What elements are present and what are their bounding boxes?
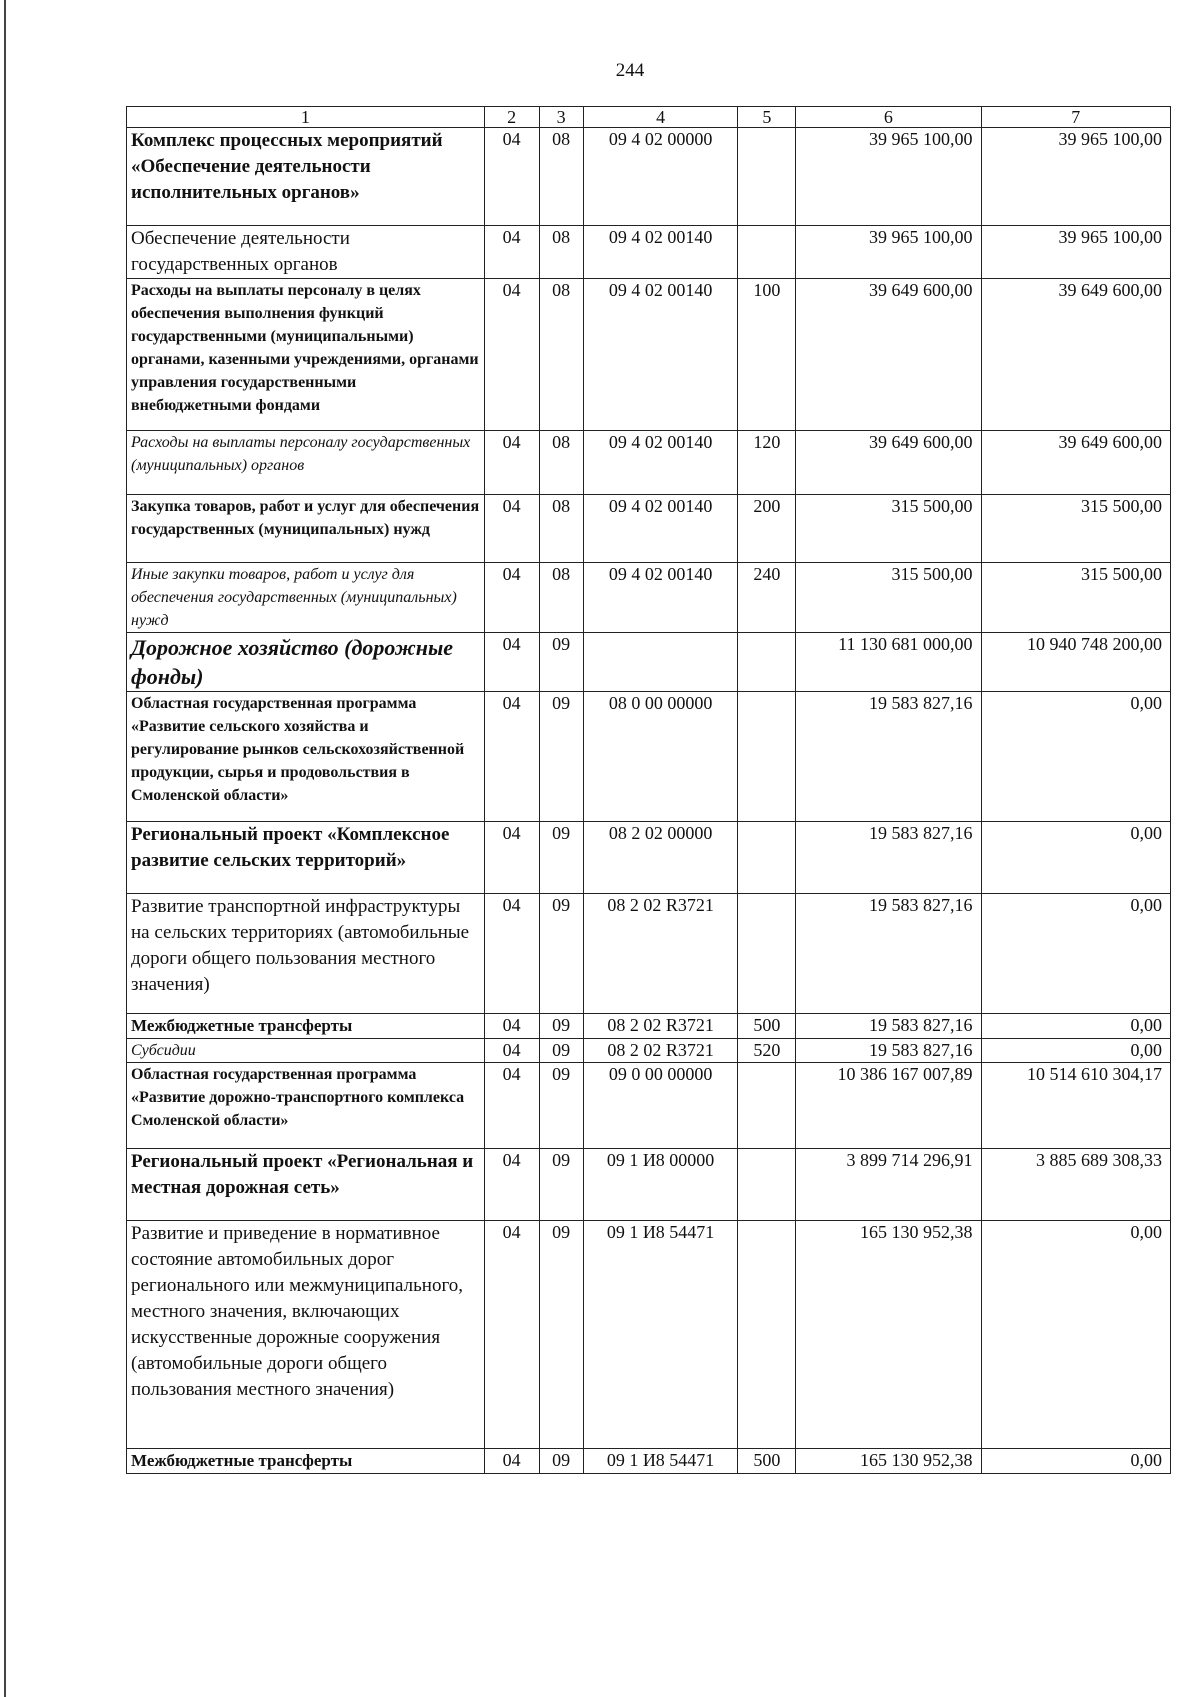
table-row — [127, 1039, 1171, 1063]
target-article-cell: 09 4 02 00140 — [583, 563, 738, 633]
page-number: 244 — [615, 60, 645, 81]
target-article-cell: 09 1 И8 54471 — [583, 1221, 738, 1449]
header-row — [127, 107, 1171, 128]
amount-year2-cell: 315 500,00 — [981, 563, 1170, 633]
amount-year2-cell: 0,00 — [981, 1039, 1170, 1063]
target-article-cell — [583, 633, 738, 692]
expense-type-cell — [738, 633, 796, 692]
section-code-cell: 04 — [484, 1039, 539, 1063]
subsection-code-cell: 09 — [539, 1221, 583, 1449]
row-name-cell: Дорожное хозяйство (дорожные фонды) — [127, 633, 485, 692]
table-row — [127, 1149, 1171, 1221]
amount-year2-cell: 39 965 100,00 — [981, 226, 1170, 279]
expense-type-cell: 120 — [738, 431, 796, 495]
expense-type-cell — [738, 894, 796, 1014]
expense-type-cell — [738, 1221, 796, 1449]
table-row — [127, 1449, 1171, 1474]
amount-year2-cell: 10 514 610 304,17 — [981, 1063, 1170, 1149]
target-article-cell: 08 2 02 R3721 — [583, 1039, 738, 1063]
subsection-code-cell: 08 — [539, 563, 583, 633]
amount-year1-cell: 19 583 827,16 — [796, 822, 981, 894]
amount-year2-cell: 315 500,00 — [981, 495, 1170, 563]
subsection-code-cell: 09 — [539, 822, 583, 894]
table-row — [127, 128, 1171, 226]
row-name-cell: Расходы на выплаты персоналу в целях обеспечения выполнения функций государственными (муниципальными) органами, казенными учреждениями, органами управления государственными внебюджетными фондами — [127, 279, 485, 431]
row-name-cell: Комплекс процессных мероприятий «Обеспечение деятельности исполнительных органов» — [127, 128, 485, 226]
amount-year1-cell: 315 500,00 — [796, 563, 981, 633]
expense-type-cell: 500 — [738, 1014, 796, 1039]
target-article-cell: 09 4 02 00140 — [583, 279, 738, 431]
subsection-code-cell: 09 — [539, 1063, 583, 1149]
subsection-code-cell: 09 — [539, 1014, 583, 1039]
subsection-code-cell: 08 — [539, 128, 583, 226]
amount-year1-cell: 10 386 167 007,89 — [796, 1063, 981, 1149]
subsection-code-cell: 09 — [539, 692, 583, 822]
target-article-cell: 09 4 02 00140 — [583, 226, 738, 279]
target-article-cell: 09 4 02 00140 — [583, 495, 738, 563]
amount-year1-cell: 11 130 681 000,00 — [796, 633, 981, 692]
amount-year1-cell: 19 583 827,16 — [796, 1014, 981, 1039]
target-article-cell: 09 4 02 00140 — [583, 431, 738, 495]
target-article-cell: 09 0 00 00000 — [583, 1063, 738, 1149]
target-article-cell: 08 2 02 00000 — [583, 822, 738, 894]
row-name-cell: Областная государственная программа «Развитие дорожно-транспортного комплекса Смоленской области» — [127, 1063, 485, 1149]
section-code-cell: 04 — [484, 822, 539, 894]
target-article-cell: 08 2 02 R3721 — [583, 894, 738, 1014]
header-cell: 1 — [127, 107, 485, 128]
amount-year1-cell: 165 130 952,38 — [796, 1449, 981, 1474]
section-code-cell: 04 — [484, 1014, 539, 1039]
row-name-cell: Субсидии — [127, 1039, 485, 1063]
section-code-cell: 04 — [484, 894, 539, 1014]
subsection-code-cell: 08 — [539, 495, 583, 563]
amount-year2-cell: 39 649 600,00 — [981, 279, 1170, 431]
section-code-cell: 04 — [484, 128, 539, 226]
table-row — [127, 633, 1171, 692]
expense-type-cell — [738, 692, 796, 822]
table-row — [127, 822, 1171, 894]
expense-type-cell — [738, 1063, 796, 1149]
expense-type-cell: 200 — [738, 495, 796, 563]
expense-type-cell — [738, 1149, 796, 1221]
amount-year1-cell: 39 965 100,00 — [796, 226, 981, 279]
target-article-cell: 08 0 00 00000 — [583, 692, 738, 822]
table-row — [127, 495, 1171, 563]
header-cell: 6 — [796, 107, 981, 128]
section-code-cell: 04 — [484, 1063, 539, 1149]
table-row — [127, 1221, 1171, 1449]
table-row — [127, 563, 1171, 633]
amount-year2-cell: 0,00 — [981, 822, 1170, 894]
row-name-cell: Региональный проект «Региональная и местная дорожная сеть» — [127, 1149, 485, 1221]
amount-year2-cell: 10 940 748 200,00 — [981, 633, 1170, 692]
subsection-code-cell: 08 — [539, 279, 583, 431]
table-row — [127, 894, 1171, 1014]
section-code-cell: 04 — [484, 1221, 539, 1449]
amount-year1-cell: 39 649 600,00 — [796, 431, 981, 495]
amount-year2-cell: 3 885 689 308,33 — [981, 1149, 1170, 1221]
amount-year2-cell: 0,00 — [981, 894, 1170, 1014]
expense-type-cell: 500 — [738, 1449, 796, 1474]
target-article-cell: 09 1 И8 54471 — [583, 1449, 738, 1474]
target-article-cell: 09 4 02 00000 — [583, 128, 738, 226]
table-row — [127, 226, 1171, 279]
amount-year2-cell: 0,00 — [981, 692, 1170, 822]
table-row — [127, 692, 1171, 822]
expense-type-cell — [738, 822, 796, 894]
section-code-cell: 04 — [484, 279, 539, 431]
section-code-cell: 04 — [484, 692, 539, 822]
subsection-code-cell: 08 — [539, 226, 583, 279]
target-article-cell: 09 1 И8 00000 — [583, 1149, 738, 1221]
amount-year1-cell: 315 500,00 — [796, 495, 981, 563]
table-row — [127, 1014, 1171, 1039]
section-code-cell: 04 — [484, 1449, 539, 1474]
amount-year1-cell: 19 583 827,16 — [796, 894, 981, 1014]
amount-year2-cell: 39 649 600,00 — [981, 431, 1170, 495]
section-code-cell: 04 — [484, 495, 539, 563]
expense-type-cell: 520 — [738, 1039, 796, 1063]
header-cell: 4 — [583, 107, 738, 128]
section-code-cell: 04 — [484, 563, 539, 633]
header-cell: 2 — [484, 107, 539, 128]
budget-table — [126, 106, 1171, 1474]
table-row — [127, 1063, 1171, 1149]
expense-type-cell: 100 — [738, 279, 796, 431]
row-name-cell: Межбюджетные трансферты — [127, 1014, 485, 1039]
section-code-cell: 04 — [484, 226, 539, 279]
header-cell: 5 — [738, 107, 796, 128]
amount-year1-cell: 39 965 100,00 — [796, 128, 981, 226]
amount-year2-cell: 0,00 — [981, 1221, 1170, 1449]
amount-year2-cell: 0,00 — [981, 1449, 1170, 1474]
row-name-cell: Региональный проект «Комплексное развитие сельских территорий» — [127, 822, 485, 894]
subsection-code-cell: 09 — [539, 633, 583, 692]
expense-type-cell: 240 — [738, 563, 796, 633]
subsection-code-cell: 09 — [539, 1449, 583, 1474]
row-name-cell: Иные закупки товаров, работ и услуг для обеспечения государственных (муниципальных) нужд — [127, 563, 485, 633]
subsection-code-cell: 09 — [539, 1039, 583, 1063]
row-name-cell: Развитие транспортной инфраструктуры на сельских территориях (автомобильные дороги общего пользования местного значения) — [127, 894, 485, 1014]
target-article-cell: 08 2 02 R3721 — [583, 1014, 738, 1039]
header-cell: 7 — [981, 107, 1170, 128]
table-row — [127, 431, 1171, 495]
expense-type-cell — [738, 226, 796, 279]
section-code-cell: 04 — [484, 633, 539, 692]
amount-year1-cell: 3 899 714 296,91 — [796, 1149, 981, 1221]
amount-year1-cell: 19 583 827,16 — [796, 692, 981, 822]
amount-year1-cell: 19 583 827,16 — [796, 1039, 981, 1063]
section-code-cell: 04 — [484, 1149, 539, 1221]
row-name-cell: Межбюджетные трансферты — [127, 1449, 485, 1474]
amount-year1-cell: 39 649 600,00 — [796, 279, 981, 431]
row-name-cell: Закупка товаров, работ и услуг для обеспечения государственных (муниципальных) нужд — [127, 495, 485, 563]
row-name-cell: Обеспечение деятельности государственных органов — [127, 226, 485, 279]
subsection-code-cell: 09 — [539, 1149, 583, 1221]
subsection-code-cell: 08 — [539, 431, 583, 495]
amount-year2-cell: 0,00 — [981, 1014, 1170, 1039]
table-body — [127, 128, 1171, 1474]
amount-year1-cell: 165 130 952,38 — [796, 1221, 981, 1449]
page-left-border — [4, 0, 6, 1697]
subsection-code-cell: 09 — [539, 894, 583, 1014]
section-code-cell: 04 — [484, 431, 539, 495]
row-name-cell: Расходы на выплаты персоналу государственных (муниципальных) органов — [127, 431, 485, 495]
row-name-cell: Областная государственная программа «Развитие сельского хозяйства и регулирование рынков сельскохозяйственной продукции, сырья и продовольствия в Смоленской области» — [127, 692, 485, 822]
expense-type-cell — [738, 128, 796, 226]
header-cell: 3 — [539, 107, 583, 128]
amount-year2-cell: 39 965 100,00 — [981, 128, 1170, 226]
row-name-cell: Развитие и приведение в нормативное состояние автомобильных дорог регионального или межмуниципального, местного значения, включающих искусственные дорожные сооружения (автомобильные дороги общего пользования местного значения) — [127, 1221, 485, 1449]
table-row — [127, 279, 1171, 431]
